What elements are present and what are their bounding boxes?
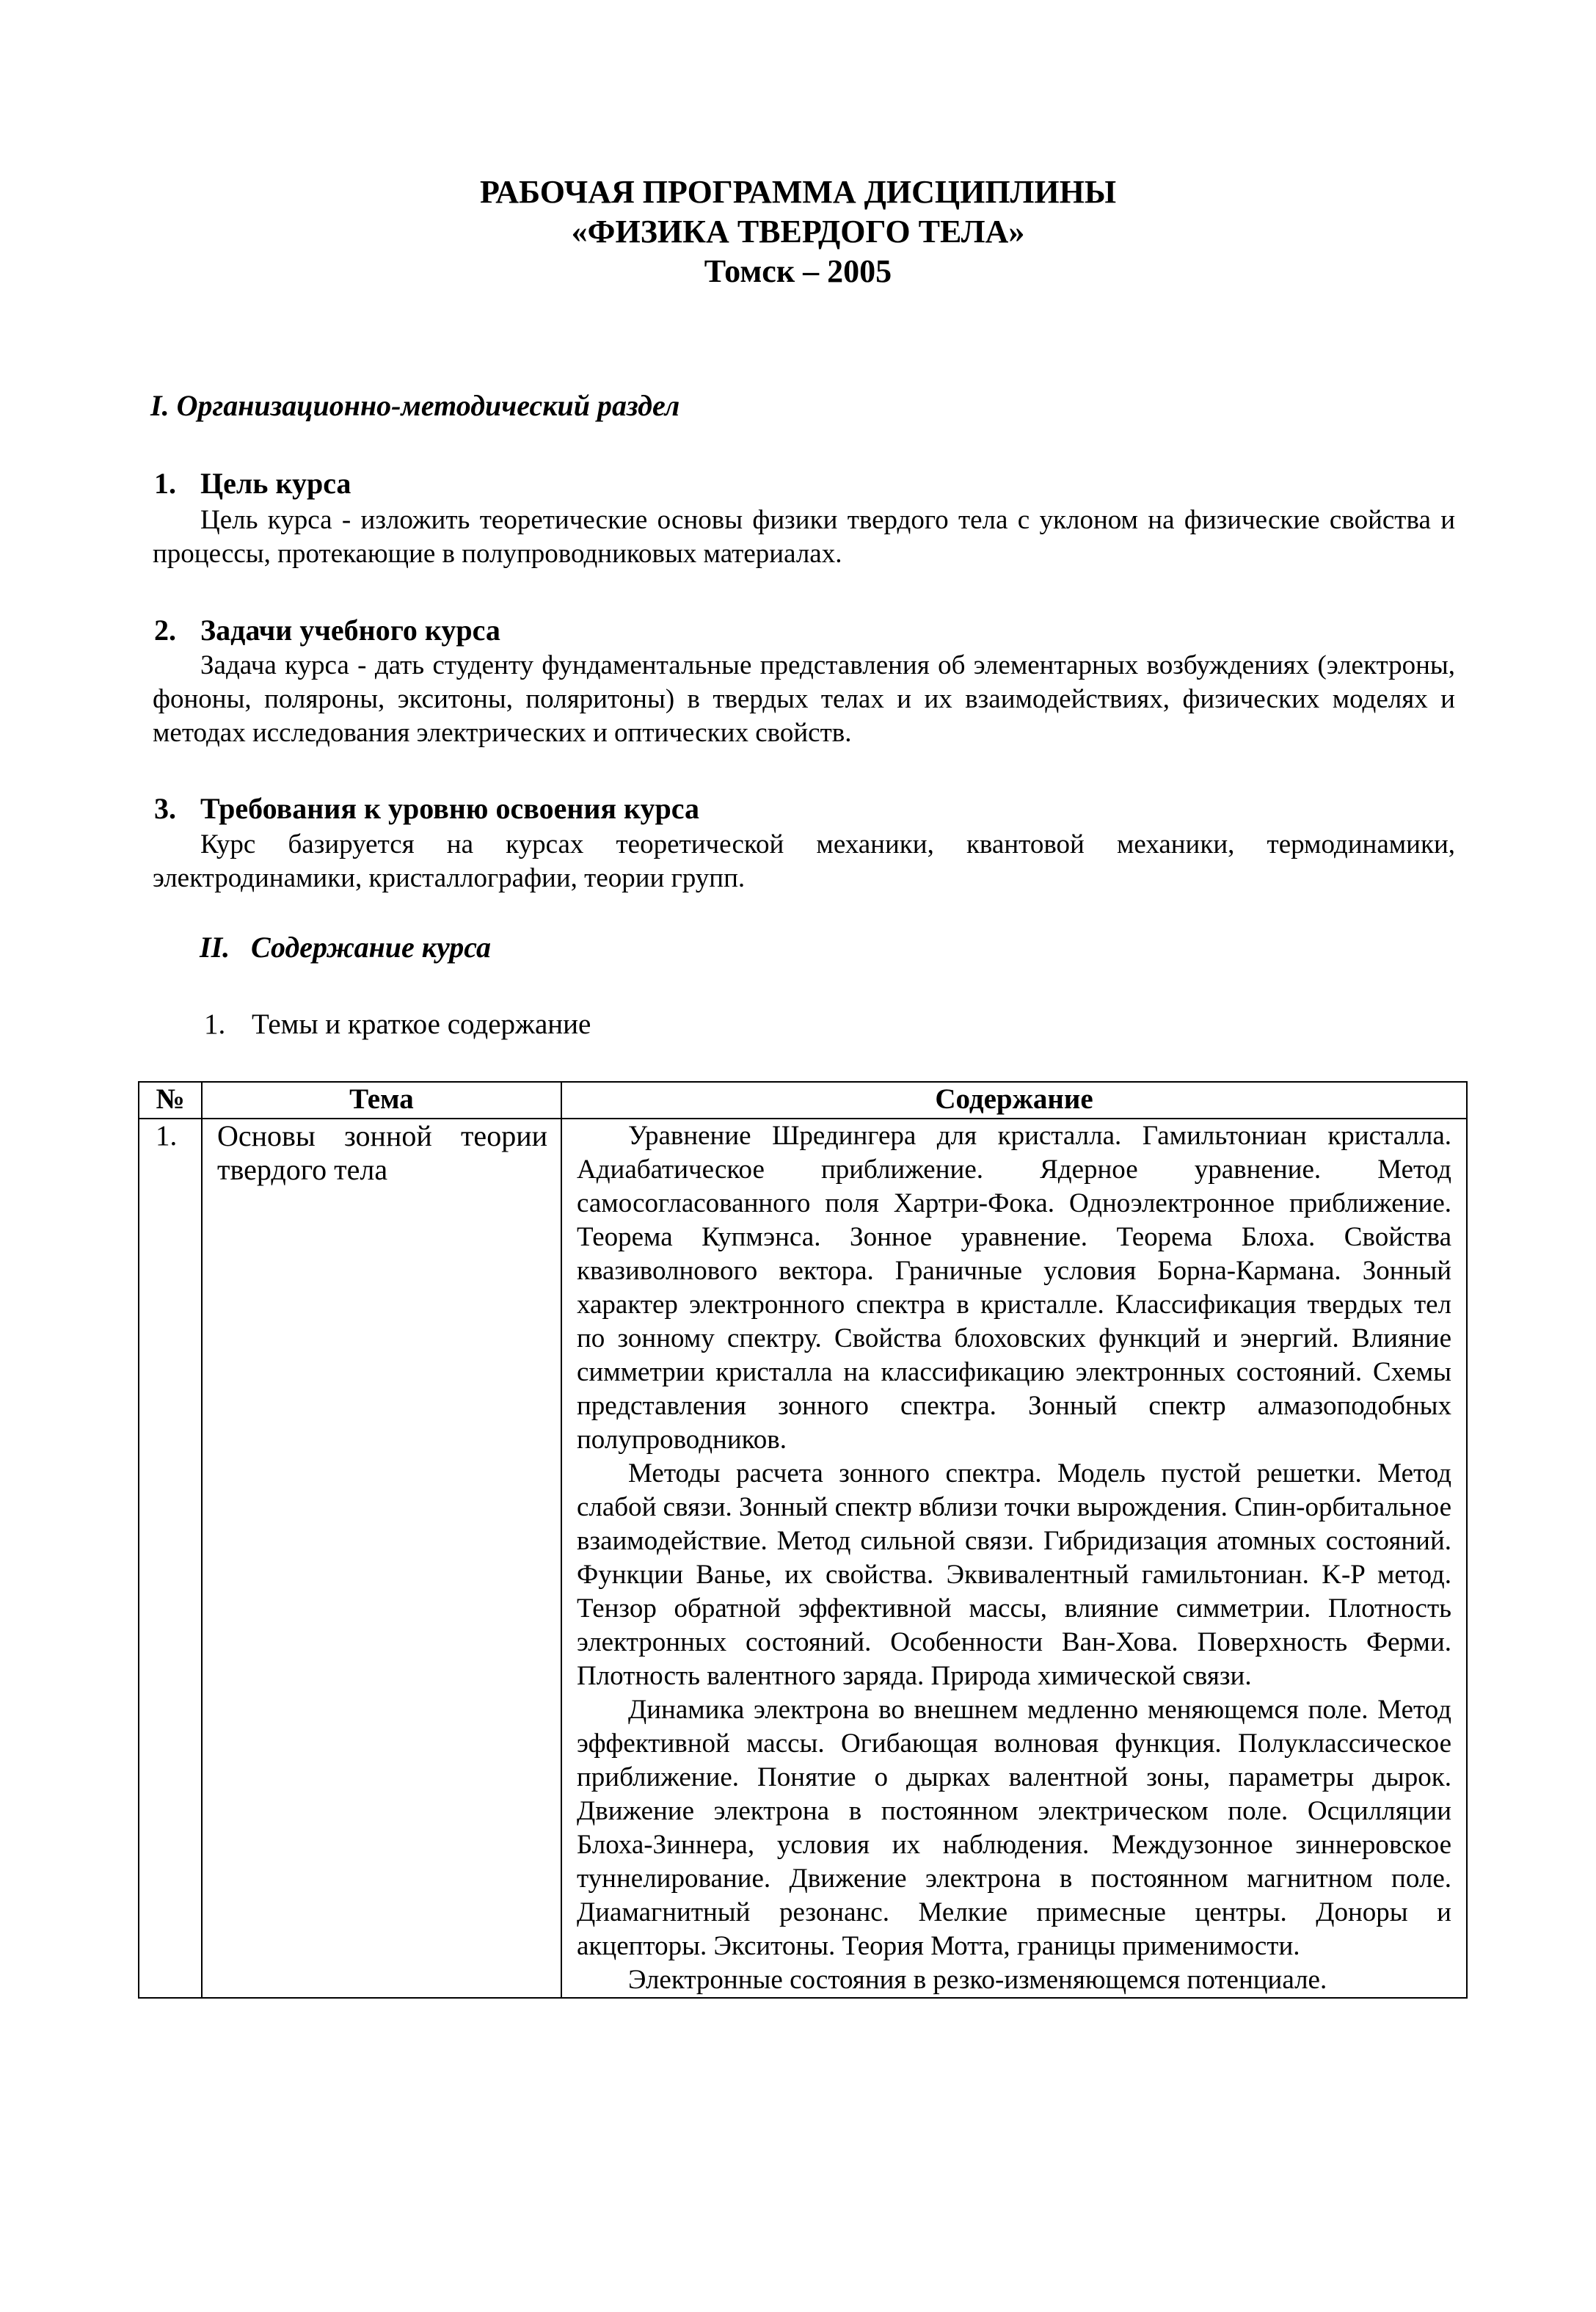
header-content: Содержание: [561, 1082, 1467, 1119]
item-3-heading: [154, 791, 699, 826]
item-2-text: Задача курса - дать студенту фундаментальные представления об элементарных возбуждениях (электроны, фононы, поляроны, экситоны, поляритоны) в твердых телах и их взаимодействиях, физических моделях и методах исследования электрических и оптических свойств.: [153, 650, 1455, 748]
content-paragraph-1: Уравнение Шредингера для кристалла. Гамильтониан кристалла. Адиабатическое приближение. Ядерное уравнение. Метод самосогласованного поля Хартри-Фока. Одноэлектронное приближение. Теорема Купмэнса. Зонное уравнение. Теорема Блоха. Свойства квазиволнового вектора. Граничные условия Борна-Кармана. Зонный характер электронного спектра в кристалле. Классификация твердых тел по зонному спектру. Свойства блоховских функций и энергий. Влияние симметрии кристалла на классификацию электронных состояний. Схемы представления зонного спектра. Зонный спектр алмазоподобных полупроводников.: [577, 1121, 1451, 1455]
item-3-text: Курс базируется на курсах теоретической механики, квантовой механики, термодинамики, электродинамики, кристаллографии, теории групп.: [153, 829, 1455, 893]
content-table: [138, 1081, 1468, 1999]
topics-number: 1.: [204, 1008, 226, 1040]
item-1-title: Цель курса: [200, 467, 351, 500]
section-2-number: II.: [200, 931, 230, 964]
title-line-2: «ФИЗИКА ТВЕРДОГО ТЕЛА»: [571, 214, 1025, 250]
title-line-3: Томск – 2005: [704, 253, 892, 289]
header-topic: Тема: [202, 1082, 561, 1119]
item-3-number: 3.: [154, 792, 176, 825]
item-2-number: 2.: [154, 614, 176, 647]
row-number: 1.: [139, 1119, 202, 1998]
title-line-1: РАБОЧАЯ ПРОГРАММА ДИСЦИПЛИНЫ: [479, 174, 1117, 210]
table-row: [139, 1119, 1467, 1998]
document-title: [0, 172, 1596, 291]
content-paragraph-3: Динамика электрона во внешнем медленно меняющемся поле. Метод эффективной массы. Огибающая волновая функция. Полуклассическое приближение. Понятие о дырках валентной зоны, параметры дырок. Движение электрона в постоянном электрическом поле. Осцилляции Блоха-Зиннера, условия их наблюдения. Междузонное зиннеровское туннелирование. Движение электрона в постоянном магнитном поле. Диамагнитный резонанс. Мелкие примесные центры. Доноры и акцепторы. Экситоны. Теория Мотта, границы применимости.: [577, 1695, 1451, 1961]
topics-title: Темы и краткое содержание: [252, 1008, 591, 1040]
item-1-number: 1.: [154, 467, 176, 500]
topics-subheading: [204, 1008, 591, 1042]
row-topic: Основы зонной теории твердого тела: [202, 1119, 561, 1998]
header-number: №: [139, 1082, 202, 1119]
content-paragraph-2: Методы расчета зонного спектра. Модель пустой решетки. Метод слабой связи. Зонный спектр вблизи точки вырождения. Спин-орбитальное взаимодействие. Метод сильной связи. Гибридизация атомных состояний. Функции Ванье, их свойства. Эквивалентный гамильтониан. K-P метод. Тензор обратной эффективной массы, влияние симметрии. Плотность электронных состояний. Особенности Ван-Хова. Поверхность Ферми. Плотность валентного заряда. Природа химической связи.: [577, 1458, 1452, 1691]
row-content: [561, 1119, 1467, 1998]
item-1-heading: [154, 466, 351, 501]
section-2-title: Содержание курса: [251, 931, 492, 964]
table-header-row: [139, 1082, 1467, 1119]
section-2-heading: [200, 931, 491, 964]
item-2-heading: [154, 613, 500, 648]
item-3-title: Требования к уровню освоения курса: [200, 792, 700, 825]
section-1-heading: I. Организационно-методический раздел: [150, 389, 680, 422]
content-paragraph-4: Электронные состояния в резко-изменяющемся потенциале.: [628, 1965, 1327, 1995]
item-2-title: Задачи учебного курса: [200, 614, 500, 647]
item-1-text: Цель курса - изложить теоретические основы физики твердого тела с уклоном на физические свойства и процессы, протекающие в полупроводниковых материалах.: [153, 505, 1455, 569]
